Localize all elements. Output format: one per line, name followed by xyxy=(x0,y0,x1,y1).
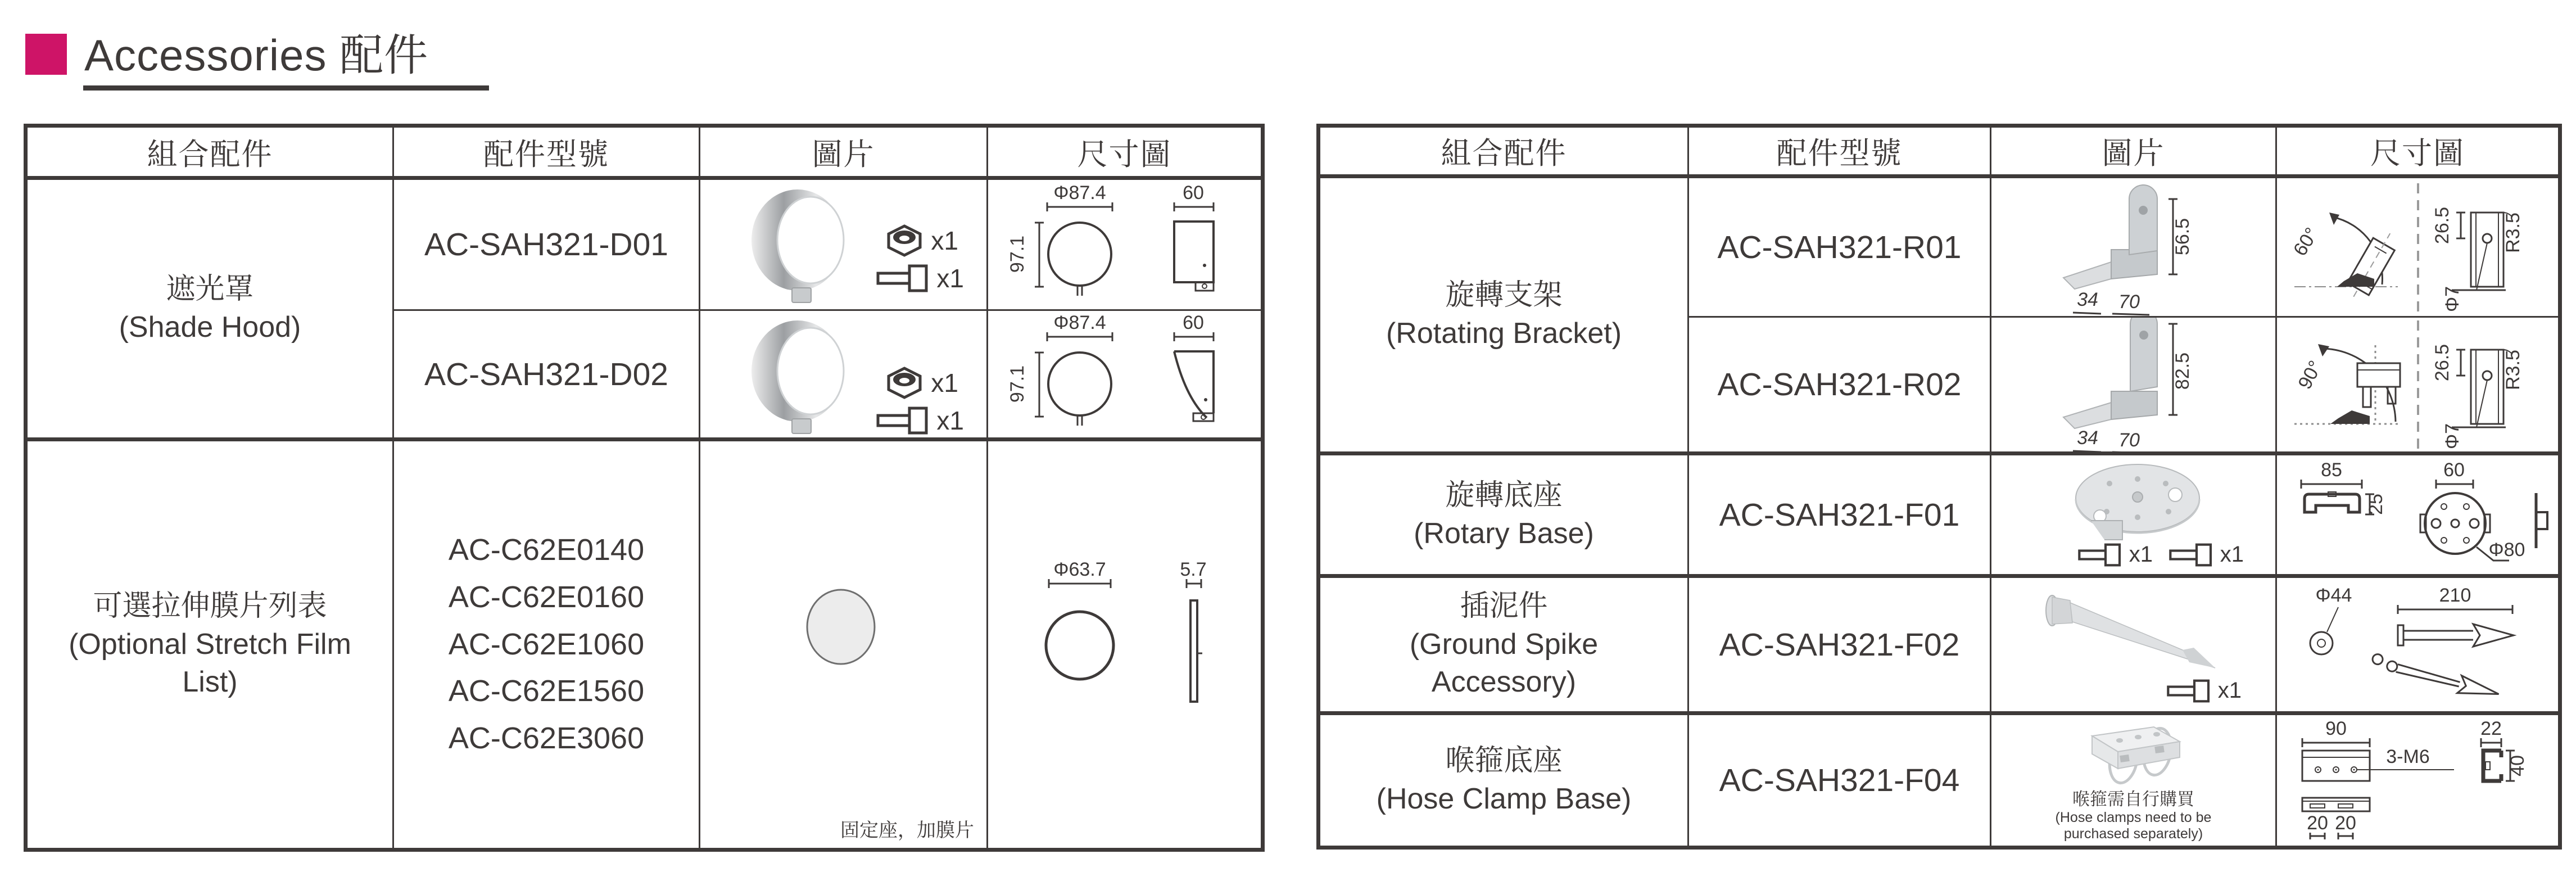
dim-f02-length: 210 xyxy=(2439,584,2471,606)
film-model: AC-C62E1060 xyxy=(448,627,645,661)
spike-name-zh: 插泥件 xyxy=(1460,590,1548,623)
hose-name-zh: 喉箍底座 xyxy=(1445,744,1563,778)
pic-dim-height-r02: 82.5 xyxy=(2171,352,2193,390)
header-combo-accessory: 組合配件 xyxy=(28,128,394,180)
spike-bolt-qty: x1 xyxy=(2217,678,2242,703)
rotary-base-photo xyxy=(2050,460,2219,544)
dim-angle-r01: 60° xyxy=(2289,223,2323,260)
dim-f01-height: 25 xyxy=(2365,494,2387,515)
accessories-table-right xyxy=(1316,124,2562,850)
rotary-bolt2-row xyxy=(2168,542,2244,567)
bolt-icon xyxy=(876,264,930,293)
hose-name-en: (Hose Clamp Base) xyxy=(1376,783,1632,815)
dim-diagram-f02 xyxy=(2285,580,2550,710)
shade-hood-photo xyxy=(743,318,855,437)
cell-rotary-name xyxy=(1320,455,1689,578)
model-f04: AC-SAH321-F04 xyxy=(1719,762,1960,798)
title-accent-square xyxy=(25,34,67,75)
dim-hole-r02: Φ7 xyxy=(2442,423,2463,450)
cell-picture-f02 xyxy=(1991,578,2277,715)
film-name-en: (Optional Stretch Film List) xyxy=(69,627,351,699)
shade-hood-photo xyxy=(743,187,855,306)
cell-film-name xyxy=(28,441,394,848)
hose-clamp-note-en: (Hose clamps need to be purchased separately) xyxy=(2055,809,2212,842)
model-f01: AC-SAH321-F01 xyxy=(1719,496,1960,533)
cell-picture-f01 xyxy=(1991,455,2277,578)
header-dimension: 尺寸圖 xyxy=(988,128,1261,180)
header-model-number: 配件型號 xyxy=(1689,128,1991,178)
dim-f04-holes: 3-M6 xyxy=(2386,746,2430,767)
shade-hood-name-zh: 遮光罩 xyxy=(166,273,254,306)
dim-radius-r02: R3.5 xyxy=(2502,350,2524,390)
dim-diagram-f01 xyxy=(2285,457,2550,572)
nut-qty-row-d02 xyxy=(885,366,958,400)
cell-model-r01 xyxy=(1689,178,1991,318)
dim-hole-r01: Φ7 xyxy=(2442,286,2463,312)
bolt-icon xyxy=(876,406,930,435)
cell-model-d02 xyxy=(394,311,700,441)
bracket-photo-r02 xyxy=(2044,318,2224,454)
cell-dimension-d02 xyxy=(988,311,1261,441)
film-model: AC-C62E0140 xyxy=(448,533,645,567)
dim-f01-width: 85 xyxy=(2321,459,2342,481)
rotary-bolt1-qty: x1 xyxy=(2129,542,2153,567)
dim-d02-height: 97.1 xyxy=(1006,365,1028,403)
dim-f02-diameter: Φ44 xyxy=(2315,584,2352,606)
nut-qty-d01: x1 xyxy=(931,226,958,255)
cell-dimension-r01 xyxy=(2277,178,2558,318)
dim-diagram-film xyxy=(995,552,1254,738)
dim-film-diameter: Φ63.7 xyxy=(1053,558,1106,580)
model-d02: AC-SAH321-D02 xyxy=(424,356,668,392)
dim-diagram-d01 xyxy=(995,182,1254,307)
bracket-name-en: (Rotating Bracket) xyxy=(1386,317,1622,350)
spike-name-en: (Ground Spike Accessory) xyxy=(1409,627,1599,699)
dim-film-thickness: 5.7 xyxy=(1179,558,1207,580)
cell-shade-hood-name xyxy=(28,180,394,441)
pic-dim-d2-r01: 70 xyxy=(2118,291,2140,313)
cell-picture-f04 xyxy=(1991,715,2277,846)
bolt-qty-row-d01 xyxy=(876,263,964,293)
dim-f04-side-h: 40 xyxy=(2507,755,2528,776)
cell-model-f04 xyxy=(1689,715,1991,846)
dim-d01-diameter: Φ87.4 xyxy=(1053,182,1106,204)
spike-name xyxy=(1386,588,1622,702)
dim-radius-r01: R3.5 xyxy=(2502,212,2524,253)
accessories-table-left xyxy=(24,124,1265,852)
cell-dimension-f02 xyxy=(2277,578,2558,715)
dim-offset-r01: 26.5 xyxy=(2432,206,2453,244)
dim-f04-side-w: 22 xyxy=(2480,718,2502,739)
cell-picture-r01 xyxy=(1991,178,2277,318)
hose-name xyxy=(1377,742,1632,818)
nut-qty-d02: x1 xyxy=(931,368,958,397)
pic-dim-d1-r02: 34 xyxy=(2076,427,2098,449)
bolt-qty-row-d02 xyxy=(876,405,964,436)
dim-d01-height: 97.1 xyxy=(1006,235,1028,273)
cell-film-models xyxy=(394,441,700,848)
cell-model-f02 xyxy=(1689,578,1991,715)
cell-dimension-f01 xyxy=(2277,455,2558,578)
pic-dim-d1-r01: 34 xyxy=(2076,288,2098,310)
header-model-number: 配件型號 xyxy=(394,128,700,180)
cell-picture-r02 xyxy=(1991,318,2277,455)
dim-d02-diameter: Φ87.4 xyxy=(1053,311,1106,333)
cell-model-d01 xyxy=(394,180,700,311)
rotary-name-en: (Rotary Base) xyxy=(1414,517,1594,550)
model-r02: AC-SAH321-R02 xyxy=(1717,367,1962,403)
film-name xyxy=(53,588,368,702)
dim-d02-width: 60 xyxy=(1182,311,1204,333)
ground-spike-photo xyxy=(2025,584,2239,685)
dim-diagram-f04 xyxy=(2285,718,2550,843)
dim-diagram-d02 xyxy=(995,312,1254,437)
cell-dimension-r02 xyxy=(2277,318,2558,455)
shade-hood-name-en: (Shade Hood) xyxy=(119,311,301,344)
bracket-name-zh: 旋轉支架 xyxy=(1445,279,1563,312)
rotary-name xyxy=(1414,477,1594,553)
model-d01: AC-SAH321-D01 xyxy=(424,227,668,263)
nut-icon xyxy=(885,366,924,400)
header-combo-accessory: 組合配件 xyxy=(1320,128,1689,178)
cell-spike-name xyxy=(1320,578,1689,715)
film-model: AC-C62E0160 xyxy=(448,580,645,614)
header-picture: 圖片 xyxy=(1991,128,2277,178)
dim-angle-r02: 90° xyxy=(2294,357,2327,393)
dim-f04-slot-right: 20 xyxy=(2335,812,2356,834)
dim-f04-slot-left: 20 xyxy=(2307,812,2328,834)
film-model: AC-C62E1560 xyxy=(448,674,645,708)
cell-film-picture xyxy=(700,441,988,848)
cell-hose-name xyxy=(1320,715,1689,846)
dim-f01-diameter: Φ80 xyxy=(2488,539,2525,561)
header-picture: 圖片 xyxy=(700,128,988,180)
pic-dim-height-r01: 56.5 xyxy=(2171,218,2193,255)
title-underline xyxy=(83,85,489,91)
dim-diagram-r02 xyxy=(2285,318,2550,452)
dim-f01-top: 60 xyxy=(2443,459,2465,481)
spike-bolt-row xyxy=(2166,678,2242,703)
cell-dimension-d01 xyxy=(988,180,1261,311)
model-f02: AC-SAH321-F02 xyxy=(1719,626,1960,663)
dim-f04-width: 90 xyxy=(2325,718,2347,739)
film-model: AC-C62E3060 xyxy=(448,721,645,756)
dim-offset-r02: 26.5 xyxy=(2432,344,2453,382)
pic-dim-d2-r02: 70 xyxy=(2118,430,2140,451)
header-dimension: 尺寸圖 xyxy=(2277,128,2558,178)
cell-dimension-f04 xyxy=(2277,715,2558,846)
hose-clamp-photo xyxy=(2072,719,2195,787)
dim-diagram-r01 xyxy=(2285,180,2550,315)
cell-bracket-name xyxy=(1320,178,1689,455)
nut-icon xyxy=(885,224,924,257)
rotary-bolt1-row xyxy=(2077,542,2153,567)
film-model-list xyxy=(449,527,644,762)
bolt-icon xyxy=(2077,543,2122,567)
hose-clamp-note-zh: 喉箍需自行購買 xyxy=(2072,789,2194,809)
bolt-icon xyxy=(2168,543,2213,567)
cell-film-dimension xyxy=(988,441,1261,848)
cell-picture-d01 xyxy=(700,180,988,311)
film-name-zh: 可選拉伸膜片列表 xyxy=(93,590,327,623)
rotary-name-zh: 旋轉底座 xyxy=(1445,478,1563,512)
bolt-qty-d02: x1 xyxy=(936,406,964,435)
bolt-qty-d01: x1 xyxy=(936,264,964,293)
cell-picture-d02 xyxy=(700,311,988,441)
rotary-bolt2-qty: x1 xyxy=(2220,542,2244,567)
nut-qty-row-d01 xyxy=(885,224,958,257)
dim-d01-width: 60 xyxy=(1182,182,1204,204)
cell-model-r02 xyxy=(1689,318,1991,455)
bolt-icon xyxy=(2166,679,2211,703)
page-title: Accessories 配件 xyxy=(84,30,429,80)
film-picture-caption: 固定座，加膜片 xyxy=(840,820,974,841)
bracket-photo-r01 xyxy=(2044,178,2224,317)
shade-hood-name xyxy=(119,270,301,346)
film-disc-photo xyxy=(802,585,880,669)
cell-model-f01 xyxy=(1689,455,1991,578)
model-r01: AC-SAH321-R01 xyxy=(1717,229,1962,265)
bracket-name xyxy=(1386,277,1622,353)
